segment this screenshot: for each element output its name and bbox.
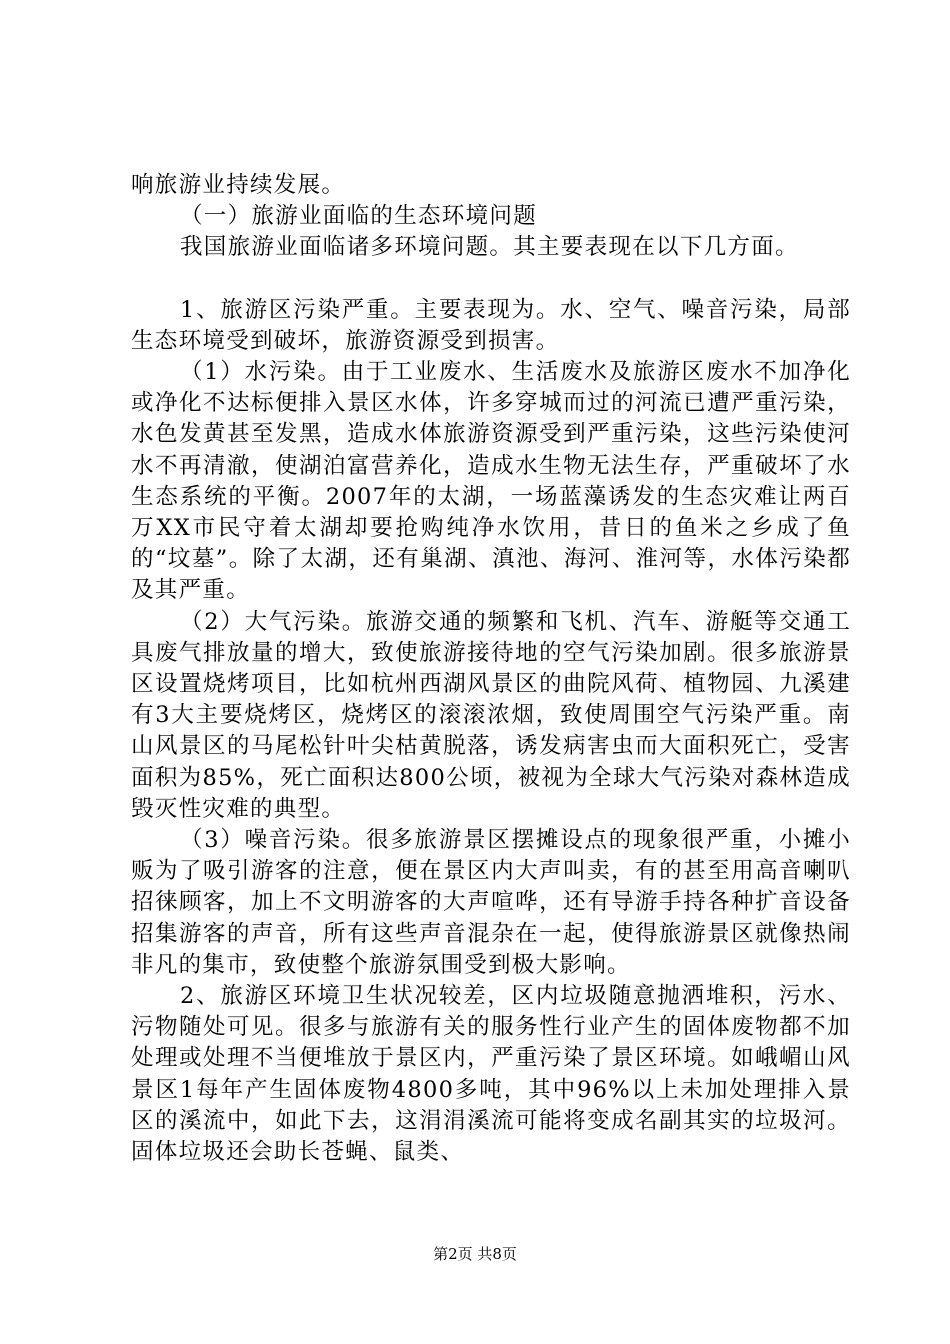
paragraph-water-pollution: （1）水污染。由于工业废水、生活废水及旅游区废水不加净化或净化不达标便排入景区水体，许多穿城而过的河流已遭严重污染，水色发黄甚至发黑，造成水体旅游资源受到严重污染，这些污染使河水不再清澈，使湖泊富营养化，造成水生物无法生存，严重破坏了水生态系统的平衡。2007年的太湖，一场蓝藻诱发的生态灾难让两百万XX市民守着太湖却要抢购纯净水饮用，昔日的鱼米之乡成了鱼的“坟墓”。除了太湖，还有巢湖、滇池、海河、淮河等，水体污染都及其严重。	[131, 359, 851, 604]
paragraph-noise-pollution: （3）噪音污染。很多旅游景区摆摊设点的现象很严重，小摊小贩为了吸引游客的注意，便在景区内大声叫卖，有的甚至用高音喇叭招徕顾客，加上不文明游客的大声喧哗，还有导游手持各种扩音设备招集游客的声音，所有这些声音混杂在一起，使得旅游景区就像热闹非凡的集市，致使整个旅游氛围受到极大影响。	[131, 827, 851, 978]
paragraph-point-2: 2、旅游区环境卫生状况较差，区内垃圾随意抛洒堆积，污水、污物随处可见。很多与旅游有关的服务性行业产生的固体废物都不加处理或处理不当便堆放于景区内，严重污染了景区环境。如峨嵋山风景区1每年产生固体废物4800多吨，其中96%以上未加处理排入景区的溪流中，如此下去，这涓涓溪流可能将变成名副其实的垃圾河。固体垃圾还会助长苍蝇、鼠类、	[131, 983, 851, 1166]
paragraph-point-1: 1、旅游区污染严重。主要表现为。水、空气、噪音污染，局部生态环境受到破坏，旅游资源受到损害。	[131, 296, 851, 354]
section-heading: （一）旅游业面临的生态环境问题	[180, 203, 538, 230]
paragraph-intro: 我国旅游业面临诸多环境问题。其主要表现在以下几方面。	[180, 234, 799, 261]
paragraph-continuation: 响旅游业持续发展。	[131, 172, 346, 198]
document-body	[131, 170, 851, 1168]
paragraph-air-pollution: （2）大气污染。旅游交通的频繁和飞机、汽车、游艇等交通工具废气排放量的增大，致使旅游接待地的空气污染加剧。很多旅游景区设置烧烤项目，比如杭州西湖风景区的曲院风荷、植物园、九溪建有3大主要烧烤区，烧烤区的滚滚浓烟，致使周围空气污染严重。南山风景区的马尾松针叶尖枯黄脱落，诱发病害虫而大面积死亡，受害面积为85%，死亡面积达800公顷，被视为全球大气污染对森林造成毁灭性灾难的典型。	[131, 608, 851, 822]
page-number-footer: 第2页 共8页	[433, 1245, 517, 1263]
